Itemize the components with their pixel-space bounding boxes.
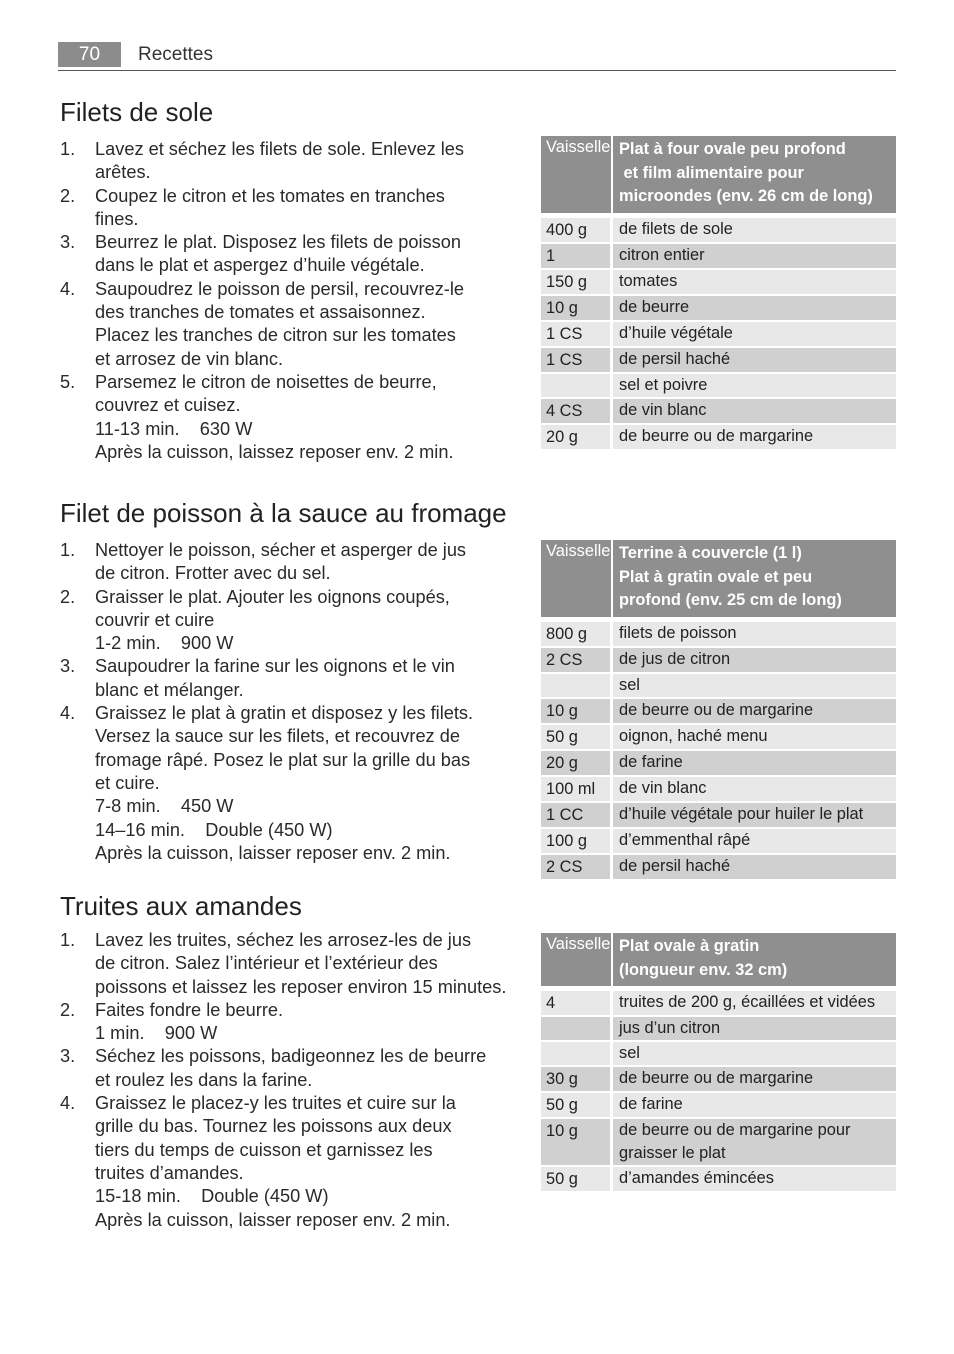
table-row <box>541 1017 896 1042</box>
ingredient-name <box>613 296 896 320</box>
ingredient-name <box>613 991 896 1015</box>
ingredient-qty: 30 g <box>541 1067 613 1091</box>
ingredient-name <box>613 803 896 827</box>
table-row <box>541 803 896 829</box>
ingredient-qty: 800 g <box>541 622 613 646</box>
ingredient-qty: 4 CS <box>541 399 613 423</box>
ingredient-qty: 2 CS <box>541 855 613 879</box>
ingredient-line: de beurre ou de margarine <box>619 426 814 445</box>
step-text: Parsemez le citron de noisettes de beurre, <box>95 371 437 392</box>
ingredient-qty: 10 g <box>541 699 613 723</box>
step-text: Saupoudrer la farine sur les oignons et le vin <box>95 656 455 677</box>
ingredient-line: graisser le plat <box>619 1144 726 1163</box>
ingredient-qty: 2 CS <box>541 648 613 672</box>
ingredient-qty: 1 CS <box>541 322 613 346</box>
step-number: 2. <box>60 586 76 607</box>
ingredient-qty: 1 CS <box>541 348 613 372</box>
ingredient-name <box>613 1017 896 1040</box>
ingredient-name <box>613 699 896 723</box>
ingredient-name <box>613 855 896 879</box>
ingredient-name <box>613 374 896 397</box>
step-setting: 11-13 min. 630 W <box>95 418 253 439</box>
ingredient-name <box>613 648 896 672</box>
ingredient-qty: 20 g <box>541 751 613 775</box>
step-item <box>60 1092 506 1232</box>
step-text: arêtes. <box>95 162 151 183</box>
ingredient-line: tomates <box>619 271 678 290</box>
step-text: Beurrez le plat. Disposez les filets de poisson <box>95 232 461 253</box>
step-text: couvrir et cuire <box>95 609 215 630</box>
ingredient-line: de farine <box>619 1095 683 1114</box>
ingredient-name <box>613 425 896 449</box>
step-text: Séchez les poissons, badigeonnez les de beurre <box>95 1046 487 1067</box>
recipe-steps <box>60 138 464 464</box>
ingredient-line: jus d’un citron <box>619 1019 721 1038</box>
table-row <box>541 244 896 270</box>
step-item <box>60 231 464 278</box>
step-text: Coupez le citron et les tomates en tranches <box>95 185 445 206</box>
step-setting: 1-2 min. 900 W <box>95 633 234 654</box>
step-item <box>60 278 464 371</box>
step-text: Graissez le placez-y les truites et cuire sur la <box>95 1093 456 1114</box>
step-text: Lavez et séchez les filets de sole. Enlevez les <box>95 139 464 159</box>
dish-line: Plat à gratin ovale et peu <box>619 567 813 586</box>
step-item <box>60 185 464 232</box>
table-header-label: Vaisselle <box>541 136 613 213</box>
ingredient-qty: 150 g <box>541 270 613 294</box>
step-text: blanc et mélanger. <box>95 679 244 700</box>
table-row <box>541 296 896 322</box>
step-text: de citron. Frotter avec du sel. <box>95 563 331 584</box>
table-row <box>541 855 896 881</box>
table-row <box>541 648 896 674</box>
table-row <box>541 1042 896 1067</box>
step-text: de citron. Salez l’intérieur et l’extérieur des <box>95 953 438 974</box>
ingredients-table <box>541 540 896 881</box>
table-row <box>541 829 896 855</box>
ingredient-line: de beurre ou de margarine <box>619 700 814 719</box>
ingredient-qty: 50 g <box>541 725 613 749</box>
page-number: 70 <box>58 42 121 67</box>
dish-line: Plat à four ovale peu profond <box>619 140 846 158</box>
step-text: Versez la sauce sur les filets, et recouvrez de <box>95 726 460 747</box>
ingredient-line: d’amandes émincées <box>619 1169 774 1188</box>
dish-line: microondes (env. 26 cm de long) <box>619 187 873 206</box>
step-number: 1. <box>60 930 76 950</box>
ingredient-qty <box>541 374 613 397</box>
dish-line: et film alimentaire pour <box>619 163 804 182</box>
step-item <box>60 929 506 999</box>
ingredient-qty: 10 g <box>541 296 613 320</box>
table-header-dish <box>613 540 896 617</box>
ingredient-qty: 4 <box>541 991 613 1015</box>
table-row <box>541 674 896 699</box>
step-text: Faites fondre le beurre. <box>95 999 284 1020</box>
ingredient-line: sel <box>619 675 640 694</box>
table-row <box>541 218 896 244</box>
dish-line: Plat ovale à gratin <box>619 937 760 955</box>
step-number: 2. <box>60 999 76 1020</box>
step-text: poissons et laissez les reposer environ 15 minutes. <box>95 976 507 997</box>
recipe-title: Truites aux amandes <box>60 891 302 921</box>
ingredient-qty: 1 CC <box>541 803 613 827</box>
table-row <box>541 1093 896 1119</box>
ingredient-line: de vin blanc <box>619 778 707 797</box>
dish-line: Terrine à couvercle (1 l) <box>619 544 802 562</box>
ingredient-line: de persil haché <box>619 349 731 368</box>
page-header <box>58 40 896 71</box>
table-header <box>541 540 896 617</box>
ingredient-name <box>613 1042 896 1065</box>
step-text: fines. <box>95 208 139 229</box>
dish-line: profond (env. 25 cm de long) <box>619 591 842 610</box>
table-header <box>541 933 896 986</box>
step-item <box>60 539 473 586</box>
ingredient-line: sel et poivre <box>619 375 708 394</box>
table-row <box>541 1167 896 1193</box>
step-number: 4. <box>60 703 76 724</box>
ingredient-qty: 50 g <box>541 1093 613 1117</box>
ingredient-name <box>613 1167 896 1191</box>
table-row <box>541 399 896 425</box>
step-text: Lavez les truites, séchez les arrosez-les de jus <box>95 930 472 950</box>
step-item <box>60 702 473 865</box>
table-row <box>541 699 896 725</box>
table-row <box>541 1119 896 1167</box>
ingredient-name <box>613 1067 896 1091</box>
table-row <box>541 270 896 296</box>
ingredient-line: de beurre <box>619 297 690 316</box>
step-number: 2. <box>60 185 76 206</box>
recipe-title: Filet de poisson à la sauce au fromage <box>60 498 507 528</box>
ingredient-qty <box>541 674 613 697</box>
ingredient-qty: 1 <box>541 244 613 268</box>
ingredient-qty: 10 g <box>541 1119 613 1165</box>
step-setting: 15-18 min. Double (450 W) <box>95 1186 329 1207</box>
ingredient-line: de filets de sole <box>619 219 733 238</box>
ingredient-line: oignon, haché menu <box>619 726 768 745</box>
ingredient-line: de farine <box>619 752 683 771</box>
ingredient-qty: 100 g <box>541 829 613 853</box>
ingredient-line: d’emmenthal râpé <box>619 830 751 849</box>
step-number: 3. <box>60 656 76 677</box>
table-row <box>541 348 896 374</box>
step-setting: 14–16 min. Double (450 W) <box>95 819 333 840</box>
step-text: couvrez et cuisez. <box>95 395 241 416</box>
ingredient-name <box>613 218 896 242</box>
dish-line: (longueur env. 32 cm) <box>619 960 788 979</box>
step-item <box>60 138 464 185</box>
table-header <box>541 136 896 213</box>
ingredient-name <box>613 270 896 294</box>
ingredient-line: de persil haché <box>619 856 731 875</box>
step-number: 5. <box>60 371 76 392</box>
ingredient-name <box>613 674 896 697</box>
ingredient-name <box>613 322 896 346</box>
step-text: et arrosez de vin blanc. <box>95 348 284 369</box>
table-header-label: Vaisselle <box>541 933 613 986</box>
ingredient-name <box>613 1119 896 1165</box>
step-number: 3. <box>60 1046 76 1067</box>
table-row <box>541 1067 896 1093</box>
step-item <box>60 586 473 656</box>
step-setting: Après la cuisson, laissez reposer env. 2 min. <box>95 441 454 462</box>
section-label: Recettes <box>138 44 213 65</box>
ingredient-line: filets de poisson <box>619 623 737 642</box>
step-text: et cuire. <box>95 772 160 793</box>
table-row <box>541 751 896 777</box>
step-number: 1. <box>60 540 76 560</box>
ingredient-line: truites de 200 g, écaillées et vidées <box>619 993 876 1012</box>
table-row <box>541 425 896 451</box>
step-item <box>60 999 506 1046</box>
step-number: 4. <box>60 1093 76 1114</box>
step-text: tiers du temps de cuisson et garnissez les <box>95 1139 433 1160</box>
step-number: 4. <box>60 278 76 299</box>
step-text: Graissez le plat à gratin et disposez y les filets. <box>95 703 474 724</box>
ingredient-qty: 50 g <box>541 1167 613 1191</box>
table-row <box>541 777 896 803</box>
ingredient-line: de jus de citron <box>619 649 731 668</box>
ingredient-name <box>613 399 896 423</box>
ingredient-name <box>613 1093 896 1117</box>
step-setting: 1 min. 900 W <box>95 1023 218 1044</box>
ingredient-name <box>613 622 896 646</box>
recipe-steps <box>60 929 506 1232</box>
step-text: des tranches de tomates et assaisonnez. <box>95 302 426 323</box>
step-text: Nettoyer le poisson, sécher et asperger de jus <box>95 540 467 560</box>
recipe-steps <box>60 539 473 865</box>
table-row <box>541 622 896 648</box>
table-row <box>541 991 896 1017</box>
ingredient-name <box>613 751 896 775</box>
ingredient-qty <box>541 1017 613 1040</box>
ingredient-line: sel <box>619 1044 640 1063</box>
table-header-dish <box>613 933 896 986</box>
step-setting: 7-8 min. 450 W <box>95 796 234 817</box>
table-header-label: Vaisselle <box>541 540 613 617</box>
ingredient-name <box>613 777 896 801</box>
step-text: Graisser le plat. Ajouter les oignons coupés, <box>95 586 450 607</box>
step-text: truites d’amandes. <box>95 1162 244 1183</box>
step-text: et roulez les dans la farine. <box>95 1069 313 1090</box>
step-text: Saupoudrez le poisson de persil, recouvrez-le <box>95 278 465 299</box>
ingredient-line: de vin blanc <box>619 400 707 419</box>
step-number: 3. <box>60 232 76 253</box>
ingredient-line: de beurre ou de margarine pour <box>619 1121 851 1140</box>
ingredient-qty: 20 g <box>541 425 613 449</box>
step-item <box>60 1045 506 1092</box>
ingredient-line: d’huile végétale pour huiler le plat <box>619 804 864 823</box>
step-text: dans le plat et aspergez d’huile végétale. <box>95 255 425 276</box>
step-text: fromage râpé. Posez le plat sur la grille du bas <box>95 749 471 770</box>
ingredients-table <box>541 136 896 451</box>
recipe-title: Filets de sole <box>60 97 214 127</box>
table-row <box>541 322 896 348</box>
step-text: Placez les tranches de citron sur les tomates <box>95 325 456 346</box>
step-item <box>60 655 473 702</box>
ingredient-line: citron entier <box>619 245 705 264</box>
ingredient-qty <box>541 1042 613 1065</box>
step-text: grille du bas. Tournez les poissons aux deux <box>95 1116 452 1137</box>
step-setting: Après la cuisson, laisser reposer env. 2 min. <box>95 1209 451 1230</box>
table-row <box>541 374 896 399</box>
ingredient-name <box>613 725 896 749</box>
ingredient-qty: 400 g <box>541 218 613 242</box>
ingredient-name <box>613 348 896 372</box>
ingredient-line: de beurre ou de margarine <box>619 1069 814 1088</box>
step-item <box>60 371 464 464</box>
ingredients-table <box>541 933 896 1193</box>
table-row <box>541 725 896 751</box>
step-number: 1. <box>60 139 76 159</box>
ingredient-name <box>613 829 896 853</box>
step-setting: Après la cuisson, laisser reposer env. 2 min. <box>95 842 451 863</box>
ingredient-qty: 100 ml <box>541 777 613 801</box>
ingredient-line: d’huile végétale <box>619 323 733 342</box>
table-header-dish <box>613 136 896 213</box>
ingredient-name <box>613 244 896 268</box>
